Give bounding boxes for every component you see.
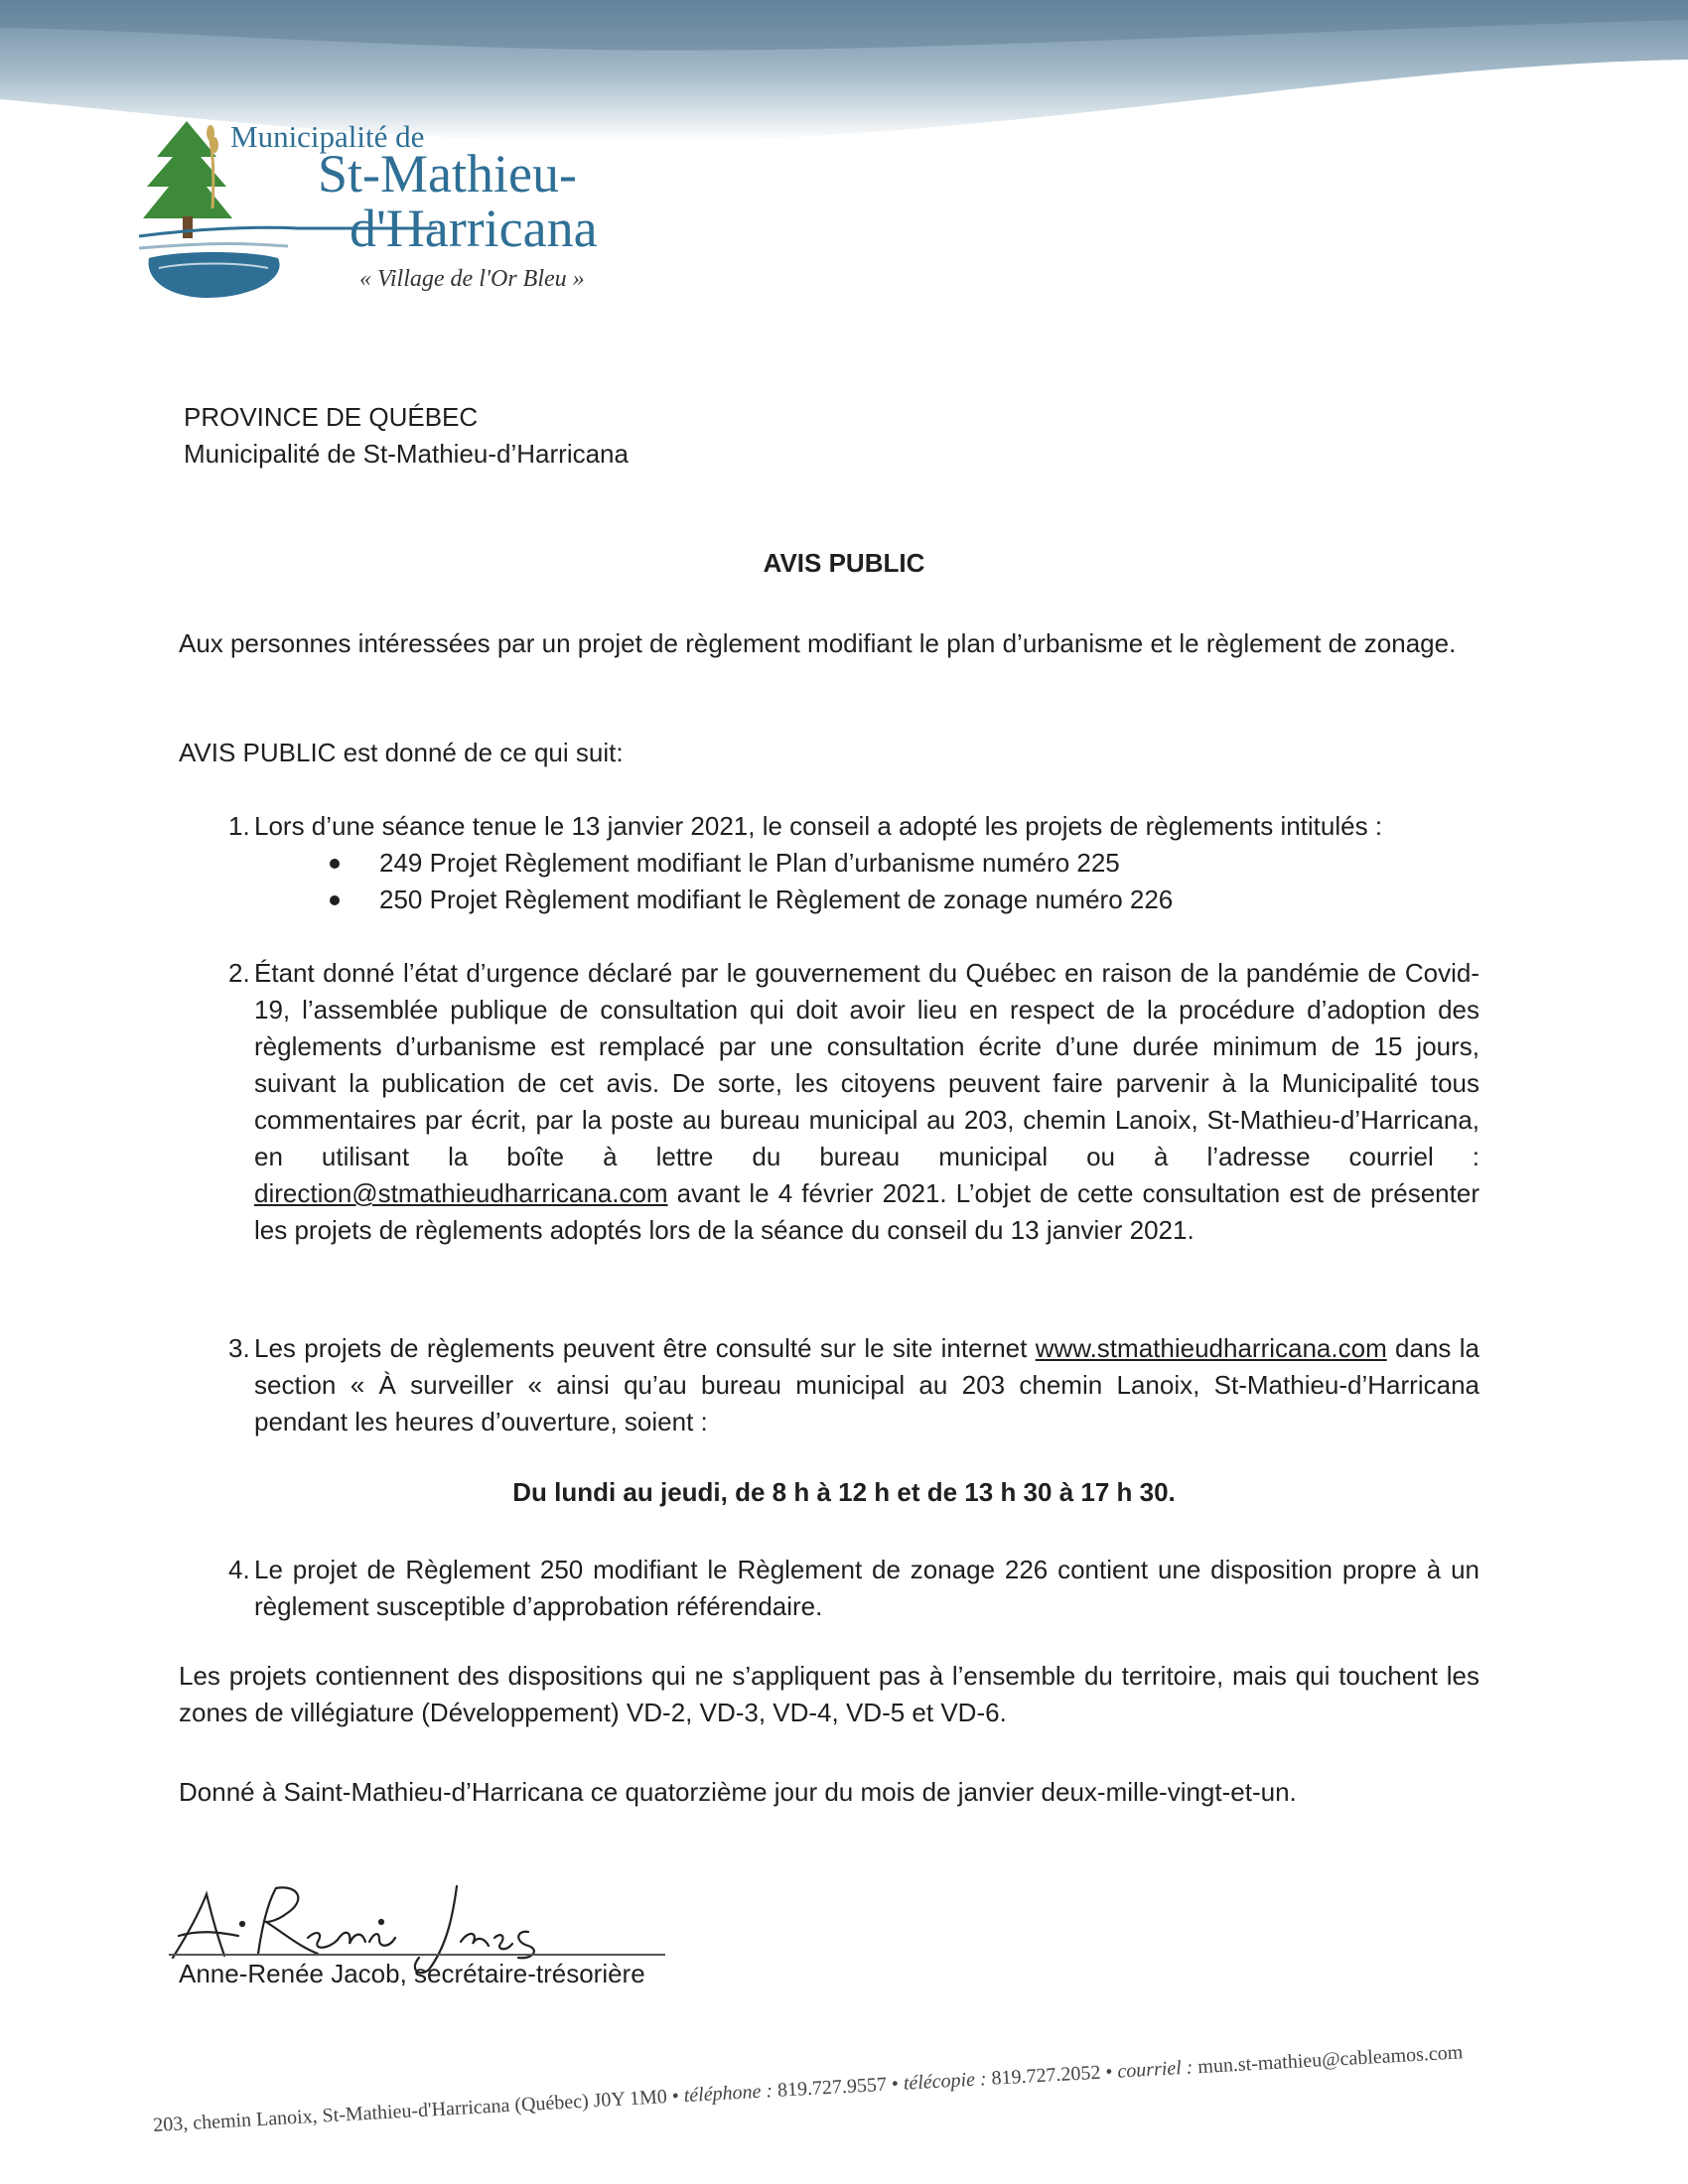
list-number: 1.: [228, 811, 250, 841]
logo-text-line3: d'Harricana: [350, 199, 598, 258]
bullet-item-1: [330, 845, 1323, 885]
bullet-icon: [330, 859, 340, 869]
office-hours: Du lundi au jeudi, de 8 h à 12 h et de 13 h 30 à 17 h 30.: [512, 1477, 1176, 1507]
list-item-text: [254, 955, 1479, 1249]
province-heading: PROVINCE DE QUÉBEC: [184, 402, 479, 432]
footer-separator: •: [891, 2072, 905, 2096]
avis-statement: AVIS PUBLIC est donné de ce qui suit:: [179, 738, 624, 767]
logo-motto: « Village de l'Or Bleu »: [359, 266, 585, 292]
list-item-text-part: Les projets de règlements peuvent être consulté sur le site internet: [254, 1333, 1036, 1363]
list-item-text: [254, 1330, 1479, 1440]
list-item-text: Le projet de Règlement 250 modifiant le Règlement de zonage 226 contient une disposition propre à un règlement susceptible d’approbation référendaire.: [254, 1555, 1479, 1621]
list-item-text-part: Étant donné l’état d’urgence déclaré par le gouvernement du Québec en raison de la pandémie de Covid-19, l’assemblée publique de consultation qui doit avoir lieu en respect de la procédure d’adoption des règlements d’urbanisme est remplacé par une consultation écrite d’une durée minimum de 15 jours, suivant la publication de cet avis. De sorte, les citoyens peuvent faire parvenir à la Municipalité tous commentaires par écrit, par la poste au bureau municipal au 203, chemin Lanoix, St-Mathieu-d’Harricana, en utilisant la boîte à lettre du bureau municipal ou à l’adresse courriel :: [254, 958, 1479, 1171]
logo-text-line2: St-Mathieu-: [318, 144, 577, 204]
document-title: AVIS PUBLIC: [763, 548, 925, 578]
bullet-item-2: [330, 882, 1323, 921]
municipality-logo: [139, 109, 655, 308]
bullet-text: 250 Projet Règlement modifiant le Règlement de zonage numéro 226: [379, 885, 1174, 914]
list-item-text-part: dans la section « À surveiller « ainsi qu’au bureau municipal au 203 chemin Lanoix, St-Mathieu-d’Harricana pendant les heures d’ouverture, soient :: [254, 1333, 1479, 1436]
list-item-3: [228, 1330, 1479, 1449]
intro-paragraph: Aux personnes intéressées par un projet de règlement modifiant le plan d’urbanisme et le règlement de zonage.: [179, 628, 1457, 658]
footer-fax: 819.727.2052: [990, 2061, 1102, 2090]
bullet-text: 249 Projet Règlement modifiant le Plan d’urbanisme numéro 225: [379, 848, 1120, 878]
list-item-2: [228, 955, 1479, 1293]
footer-phone-label: téléphone :: [683, 2080, 774, 2108]
given-statement: Donné à Saint-Mathieu-d’Harricana ce quatorzième jour du mois de janvier deux-mille-vingt-et-un.: [179, 1777, 1297, 1807]
email-link[interactable]: direction@stmathieudharricana.com: [254, 1178, 668, 1208]
list-number: 2.: [228, 958, 250, 988]
footer-separator: •: [671, 2085, 685, 2108]
website-link[interactable]: www.stmathieudharricana.com: [1035, 1333, 1387, 1363]
list-item-1: [228, 808, 1479, 848]
list-item-text-part: avant le 4 février 2021. L’objet de cette consultation est de présenter les projets de règlements adoptés lors de la séance du conseil du 13 janvier 2021.: [254, 1178, 1479, 1245]
list-number: 4.: [228, 1555, 250, 1584]
footer-contact: [153, 2031, 1641, 2137]
footer-email: mun.st-mathieu@cableamos.com: [1196, 2041, 1464, 2079]
footer-separator: •: [1104, 2060, 1118, 2084]
footer-phone: 819.727.9557: [776, 2073, 888, 2102]
footer-address: 203, chemin Lanoix, St-Mathieu-d'Harricana (Québec) J0Y 1M0: [152, 2086, 668, 2137]
footer-fax-label: télécopie :: [903, 2068, 988, 2095]
footer-email-label: courriel :: [1116, 2056, 1194, 2083]
list-item-text: Lors d’une séance tenue le 13 janvier 2021, le conseil a adopté les projets de règlements intitulés :: [254, 811, 1383, 841]
list-number: 3.: [228, 1333, 250, 1363]
list-item-4: [228, 1552, 1479, 1631]
closing-paragraph: Les projets contiennent des dispositions qui ne s’appliquent pas à l’ensemble du territoire, mais qui touchent les zones de villégiature (Développement) VD-2, VD-3, VD-4, VD-5 et VD-6.: [179, 1661, 1479, 1727]
bullet-icon: [330, 895, 340, 905]
logo-text-line1: Municipalité de: [230, 119, 425, 154]
signer-name: Anne-Renée Jacob, secrétaire-trésorière: [179, 1959, 645, 1988]
municipality-heading: Municipalité de St-Mathieu-d’Harricana: [184, 439, 629, 469]
